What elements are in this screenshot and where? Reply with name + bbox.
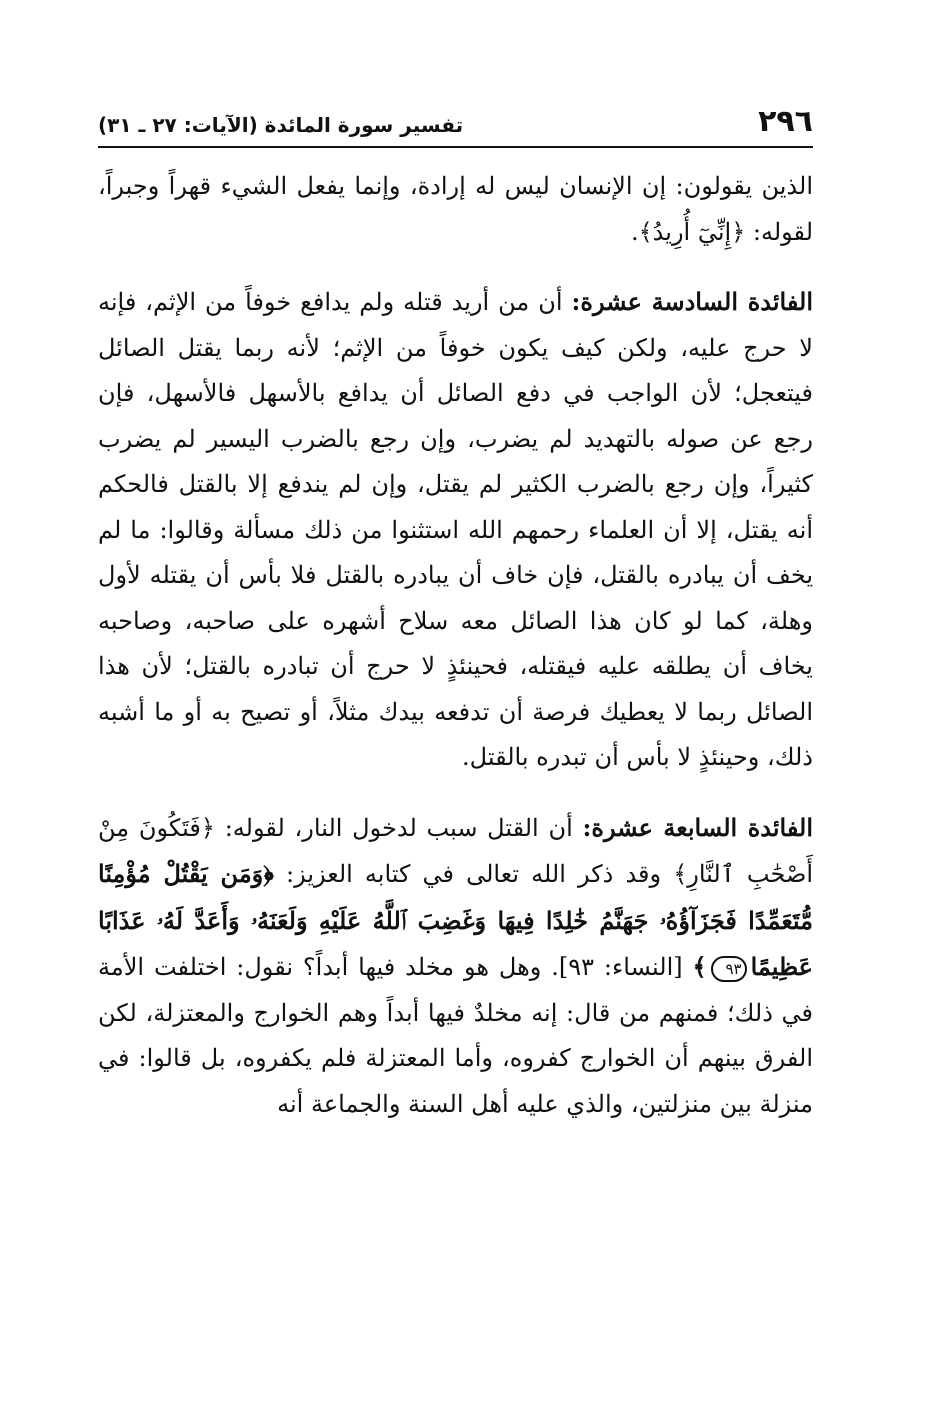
benefit-heading: الفائدة السادسة عشرة: [571, 287, 813, 316]
quran-quote: ﴿فَتَكُونَ مِنْ أَصْحَٰبِ ٱلنَّارِ﴾ [98, 813, 813, 888]
paragraph-benefit-16 [98, 279, 813, 781]
ayah-number-marker: ٩٣ [711, 956, 747, 982]
benefit-heading: الفائدة السابعة عشرة: [582, 812, 813, 842]
paragraph-benefit-17 [98, 805, 813, 1128]
quran-verse-close: ﴾ [692, 952, 707, 981]
running-title: تفسير سورة المائدة (الآيات: ٢٧ ـ ٣١) [98, 113, 464, 137]
paragraph-continuation [98, 164, 813, 255]
quran-verse: ﴿وَمَن يَقْتُلْ مُؤْمِنًا مُّتَعَمِّدًا فَجَزَآؤُهُۥ جَهَنَّمُ خَٰلِدًا فِيهَا وَغَضِبَ ٱللَّهُ عَلَيْهِ وَلَعَنَهُۥ وَأَعَدَّ لَهُۥ عَذَابًا عَظِيمًا [98, 859, 813, 981]
page-header [98, 96, 813, 148]
paragraph-text: وقد ذكر الله تعالى في كتابه العزيز: [273, 860, 674, 888]
paragraph-text: أن من أريد قتله ولم يدافع خوفاً من الإثم، فإنه لا حرج عليه، ولكن كيف يكون خوفاً من الإثم؛ لأنه ربما يقتل الصائل فيتعجل؛ لأن الواجب في دفع الصائل أن يدافع بالأسهل فالأسهل، فإن رجع عن صوله بالتهديد لم يضرب، وإن رجع بالضرب اليسير لم يضرب كثيراً، وإن رجع بالضرب الكثير لم يقتل، وإن لم يندفع إلا بالقتل فالحكم أنه يقتل، إلا أن العلماء رحمهم الله استثنوا من ذلك مسألة وقالوا: ما لم يخف أن يبادره بالقتل، فإن خاف أن يبادره بالقتل فلا بأس أن يقتله لأول وهلة، كما لو كان هذا الصائل معه سلاح أشهره على صاحبه، وصاحبه يخاف أن يطلقه عليه فيقتله، فحينئذٍ لا حرج أن تبادره بالقتل؛ لأن هذا الصائل ربما لا يعطيك فرصة أن تدفعه بيدك مثلاً، أو تصيح به أو ما أشبه ذلك، وحينئذٍ لا بأس أن تبدره بالقتل. [98, 288, 813, 771]
paragraph-text: [النساء: ٩٣]. وهل هو مخلد فيها أبداً؟ نقول: اختلفت الأمة في ذلك؛ فمنهم من قال: إنه مخلدٌ فيها أبداً وهم الخوارج والمعتزلة، لكن الفرق بينهم أن الخوارج كفروه، وأما المعتزلة فلم يكفروه، بل قالوا: في منزلة بين منزلتين، والذي عليه أهل السنة والجماعة أنه [98, 953, 813, 1118]
paragraph-text: الذين يقولون: إن الإنسان ليس له إرادة، وإنما يفعل الشيء قهراً وجبراً، لقوله: ﴿إِنِّيٓ أُرِيدُ﴾. [98, 172, 813, 246]
paragraph-text: أن القتل سبب لدخول النار، لقوله: [214, 813, 583, 842]
book-page [98, 96, 813, 1127]
page-body [98, 164, 813, 1127]
page-number: ٢٩٦ [758, 104, 813, 139]
